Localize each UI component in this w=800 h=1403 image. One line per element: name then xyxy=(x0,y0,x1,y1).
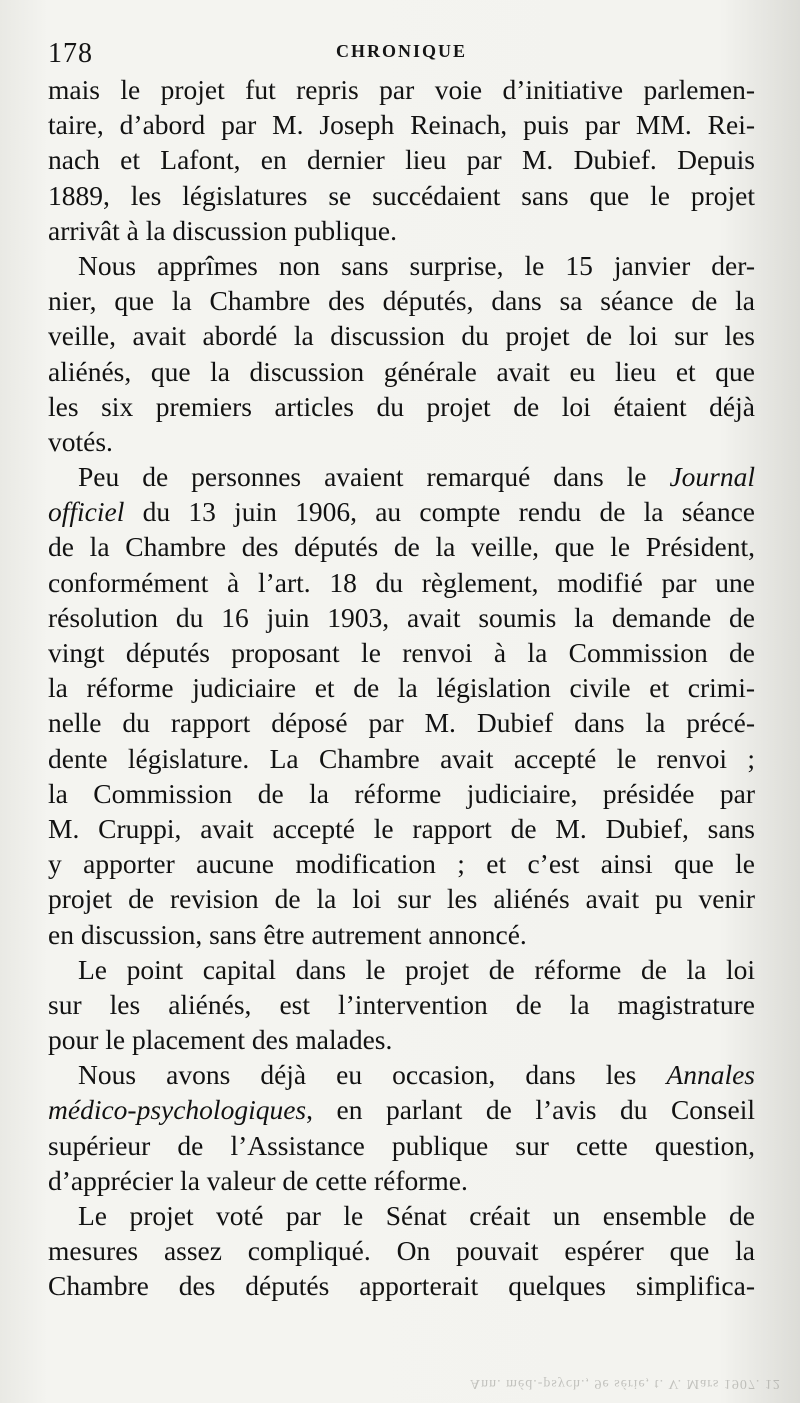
paragraph xyxy=(48,72,755,248)
text-line: conformément à l’art. 18 du règlement, modifié par une xyxy=(48,566,755,598)
text-line: les six premiers articles du projet de loi étaient déjà xyxy=(48,390,755,422)
text-line: nier, que la Chambre des députés, dans sa séance de la xyxy=(48,285,755,317)
text-line: arrivât à la discussion publique. xyxy=(48,214,398,246)
bleed-through-signature: Ann. méd.-psych., 9e série, t. V. Mars 1907. 12 xyxy=(470,1376,781,1391)
text-segment: Peu de personnes avaient remarqué dans le xyxy=(78,461,670,493)
text-line: la Commission de la réforme judiciaire, présidée par xyxy=(48,777,755,809)
running-head: CHRONIQUE xyxy=(335,41,467,61)
text-line: sur les aliénés, est l’intervention de la magistrature xyxy=(48,988,755,1020)
text-line: y apporter aucune modification ; et c’est ainsi que le xyxy=(48,848,755,880)
text-line: pour le placement des malades. xyxy=(48,1024,393,1056)
text-segment: du 13 juin 1906, au compte rendu de la séance xyxy=(124,496,755,528)
journal-title: Journal xyxy=(669,461,755,493)
text-line: mesures assez compliqué. On pouvait espérer que la xyxy=(48,1235,755,1267)
text-segment: Nous avons déjà eu occasion, dans les xyxy=(78,1059,667,1091)
text-line: vingt députés proposant le renvoi à la Commission de xyxy=(48,637,755,668)
page-header xyxy=(48,30,755,70)
text-line: supérieur de l’Assistance publique sur cette question, xyxy=(48,1129,755,1161)
body-text xyxy=(48,72,755,1304)
text-line: 1889, les législatures se succédaient sans que le projet xyxy=(48,179,755,211)
paragraph xyxy=(48,1198,755,1304)
journal-title: médico-psychologiques xyxy=(48,1094,307,1126)
text-line: votés. xyxy=(48,425,113,457)
text-line xyxy=(48,1092,755,1127)
paragraph xyxy=(48,1057,755,1198)
journal-title: officiel xyxy=(48,496,125,528)
paragraph xyxy=(48,459,755,952)
text-line: la réforme judiciaire et de la législation civile et crimi- xyxy=(48,672,755,704)
text-line: dente législature. La Chambre avait accepté le renvoi ; xyxy=(48,742,755,774)
text-line: Chambre des députés apporterait quelques simplifica- xyxy=(48,1270,755,1302)
text-line xyxy=(48,459,755,494)
text-line: d’apprécier la valeur de cette réforme. xyxy=(48,1164,468,1196)
text-line: en discussion, sans être autrement annoncé. xyxy=(48,918,527,950)
journal-title: Annales xyxy=(666,1059,755,1091)
text-line: Nous apprîmes non sans surprise, le 15 janvier der- xyxy=(78,249,755,281)
text-line: M. Cruppi, avait accepté le rapport de M. Dubief, sans xyxy=(48,812,755,844)
paragraph xyxy=(48,248,755,459)
text-line: aliénés, que la discussion générale avait eu lieu et que xyxy=(48,355,755,387)
text-line: projet de revision de la loi sur les aliénés avait pu venir xyxy=(48,883,755,915)
text-segment: , en parlant de l’avis du Conseil xyxy=(306,1094,755,1126)
text-line xyxy=(48,494,755,529)
paragraph xyxy=(48,952,755,1058)
text-line: Le projet voté par le Sénat créait un ensemble de xyxy=(78,1200,755,1231)
text-line: Le point capital dans le projet de réforme de la loi xyxy=(78,953,755,985)
page-number: 178 xyxy=(48,38,93,69)
text-line: nelle du rapport déposé par M. Dubief dans la précé- xyxy=(48,707,755,739)
text-line xyxy=(48,1057,755,1092)
text-line: de la Chambre des députés de la veille, que le Président, xyxy=(48,531,755,563)
text-line: taire, d’abord par M. Joseph Reinach, puis par MM. Rei- xyxy=(48,109,755,141)
text-line: résolution du 16 juin 1903, avait soumis la demande de xyxy=(48,601,755,633)
text-line: mais le projet fut repris par voie d’initiative parlemen- xyxy=(48,74,755,105)
text-line: nach et Lafont, en dernier lieu par M. Dubief. Depuis xyxy=(48,144,755,176)
text-line: veille, avait abordé la discussion du projet de loi sur les xyxy=(48,320,755,352)
